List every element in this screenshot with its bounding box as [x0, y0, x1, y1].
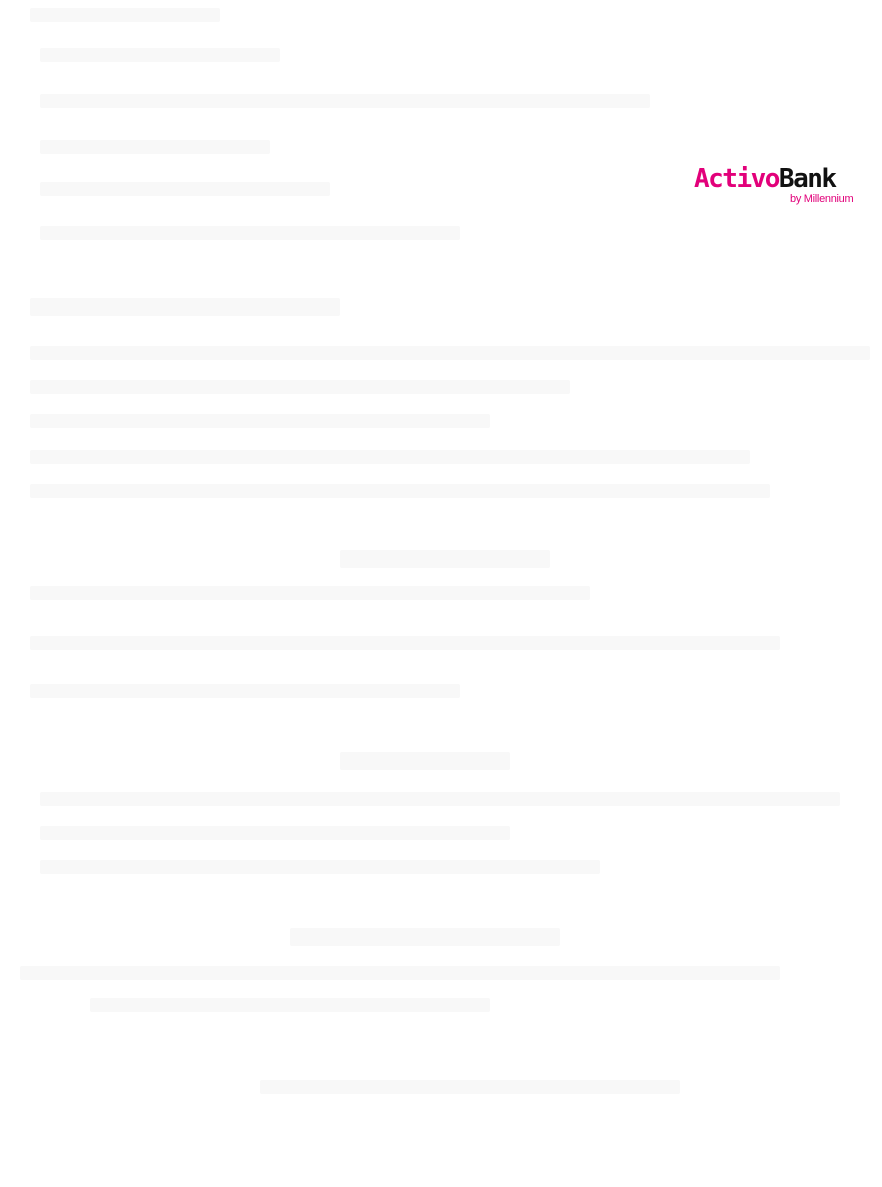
- faint-text-line: [30, 636, 780, 650]
- faint-text-line: [40, 182, 330, 196]
- faint-text-line: [40, 94, 650, 108]
- faint-text-line: [30, 346, 870, 360]
- activobank-logo: [694, 164, 864, 208]
- faint-text-line: [40, 48, 280, 62]
- faint-text-line: [20, 966, 780, 980]
- faint-text-line: [30, 298, 340, 316]
- faint-text-line: [40, 860, 600, 874]
- logo-tagline: by Millennium: [790, 193, 854, 205]
- faint-text-line: [90, 998, 490, 1012]
- faint-text-line: [290, 928, 560, 946]
- faint-text-line: [30, 414, 490, 428]
- faint-text-line: [30, 684, 460, 698]
- faint-text-line: [40, 792, 840, 806]
- faint-text-line: [40, 140, 270, 154]
- faint-text-line: [40, 226, 460, 240]
- faint-text-line: [30, 484, 770, 498]
- faint-text-line: [30, 450, 750, 464]
- logo-wordmark: [694, 164, 836, 194]
- faint-text-line: [260, 1080, 680, 1094]
- faint-text-line: [30, 380, 570, 394]
- faint-text-line: [30, 586, 590, 600]
- faint-text-line: [340, 550, 550, 568]
- faint-text-line: [30, 8, 220, 22]
- faint-text-line: [340, 752, 510, 770]
- faint-text-line: [40, 826, 510, 840]
- logo-bank-text: Bank: [778, 164, 836, 194]
- logo-activo-text: Activo: [694, 164, 779, 194]
